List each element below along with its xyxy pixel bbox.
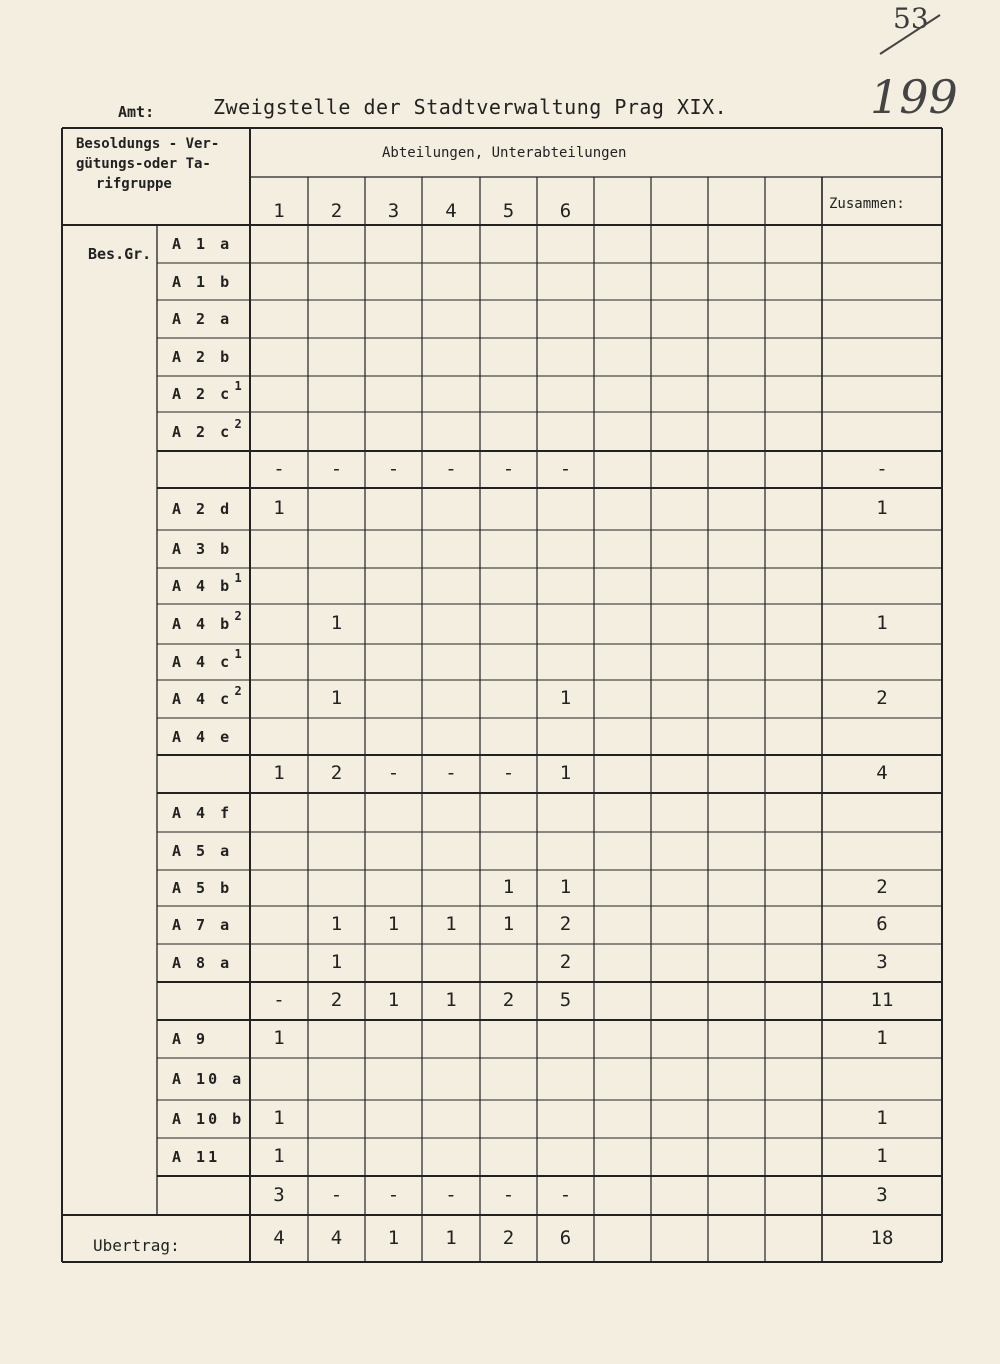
cell-r6-c1: - bbox=[273, 457, 285, 480]
footer-cell-1: 4 bbox=[273, 1227, 285, 1249]
row-total-7: 1 bbox=[876, 497, 888, 519]
cell-r25-c6: - bbox=[559, 1183, 572, 1206]
footer-cell-4: 1 bbox=[445, 1227, 457, 1249]
cell-r19-c6: 2 bbox=[559, 951, 572, 973]
cell-r6-c6: - bbox=[559, 457, 572, 480]
cell-r18-c5: 1 bbox=[502, 913, 515, 935]
row-total-19: 3 bbox=[876, 951, 888, 973]
cell-r6-c3: - bbox=[387, 457, 400, 480]
row-total-14: 4 bbox=[876, 762, 888, 784]
row-total-6: - bbox=[876, 457, 888, 480]
page-number-handwritten: 199 bbox=[870, 70, 958, 124]
footer-cell-5: 2 bbox=[502, 1227, 515, 1249]
cell-r20-c6: 5 bbox=[559, 989, 572, 1011]
cell-r6-c4: - bbox=[445, 457, 457, 480]
header-total-label: Zusammen: bbox=[829, 196, 905, 212]
cell-r7-c1: 1 bbox=[273, 497, 285, 519]
footer-cell-3: 1 bbox=[387, 1227, 400, 1249]
cell-r14-c2: 2 bbox=[330, 762, 343, 784]
row-label-13: A 4 e bbox=[172, 727, 233, 746]
column-number-1: 1 bbox=[273, 200, 285, 222]
cell-r6-c2: - bbox=[330, 457, 343, 480]
office-label: Amt: bbox=[118, 103, 155, 121]
cell-r17-c5: 1 bbox=[502, 876, 515, 898]
row-label-12: A 4 c bbox=[172, 690, 233, 708]
cell-r21-c1: 1 bbox=[273, 1027, 285, 1049]
row-label-2: A 2 a bbox=[172, 310, 233, 328]
footer-label: Ubertrag: bbox=[93, 1236, 180, 1255]
cell-r20-c4: 1 bbox=[445, 989, 457, 1011]
row-total-17: 2 bbox=[876, 876, 888, 898]
cell-r14-c5: - bbox=[502, 762, 515, 784]
row-label-17: A 5 b bbox=[172, 879, 233, 897]
column-number-3: 3 bbox=[387, 200, 400, 222]
row-label-sup-9: 1 bbox=[234, 571, 242, 585]
row-label-3: A 2 b bbox=[172, 348, 233, 366]
cell-r18-c4: 1 bbox=[445, 913, 457, 935]
cell-r14-c1: 1 bbox=[273, 762, 285, 784]
group-prefix: Bes.Gr. bbox=[88, 245, 152, 263]
header-departments-title: Abteilungen, Unterabteilungen bbox=[382, 145, 627, 161]
row-label-sup-12: 2 bbox=[234, 684, 242, 698]
cell-r14-c4: - bbox=[445, 762, 457, 784]
cell-r25-c3: - bbox=[387, 1183, 400, 1206]
cell-r20-c3: 1 bbox=[387, 989, 400, 1011]
cell-r14-c6: 1 bbox=[559, 762, 572, 784]
cell-r25-c4: - bbox=[445, 1183, 457, 1206]
footer-total: 18 bbox=[870, 1227, 894, 1249]
cell-r12-c6: 1 bbox=[559, 687, 572, 709]
cell-r20-c5: 2 bbox=[502, 989, 515, 1011]
row-total-23: 1 bbox=[876, 1107, 888, 1129]
row-label-10: A 4 b bbox=[172, 615, 233, 633]
row-label-1: A 1 b bbox=[172, 272, 233, 291]
office-value: Zweigstelle der Stadtverwaltung Prag XIX. bbox=[213, 95, 728, 119]
row-total-24: 1 bbox=[876, 1145, 888, 1167]
row-label-11: A 4 c bbox=[172, 653, 233, 671]
cell-r20-c2: 2 bbox=[330, 989, 343, 1011]
footer-cell-2: 4 bbox=[330, 1227, 343, 1249]
row-label-9: A 4 b bbox=[172, 577, 233, 595]
cell-r18-c3: 1 bbox=[387, 913, 400, 935]
footer-cell-6: 6 bbox=[559, 1227, 572, 1249]
row-label-16: A 5 a bbox=[172, 842, 233, 860]
row-label-0: A 1 a bbox=[172, 235, 233, 253]
cell-r25-c2: - bbox=[330, 1183, 343, 1206]
page-number-typed: 53 bbox=[893, 2, 929, 35]
row-label-sup-11: 1 bbox=[234, 647, 242, 661]
row-label-sup-4: 1 bbox=[234, 379, 242, 393]
cell-r18-c6: 2 bbox=[559, 913, 572, 935]
header-group-line-1: Besoldungs - Ver- bbox=[76, 136, 220, 152]
row-label-24: A 11 bbox=[172, 1148, 221, 1166]
row-label-18: A 7 a bbox=[172, 916, 233, 934]
column-number-6: 6 bbox=[559, 200, 572, 222]
cell-r14-c3: - bbox=[387, 762, 400, 784]
cell-r18-c2: 1 bbox=[330, 913, 343, 935]
cell-r25-c5: - bbox=[502, 1183, 515, 1206]
row-total-25: 3 bbox=[876, 1183, 888, 1206]
row-total-10: 1 bbox=[876, 612, 888, 634]
row-label-23: A 10 b bbox=[172, 1110, 245, 1128]
header-group-line-2: gütungs-oder Ta- bbox=[76, 156, 211, 172]
row-label-4: A 2 c bbox=[172, 385, 233, 403]
cell-r25-c1: 3 bbox=[273, 1183, 285, 1206]
row-label-8: A 3 b bbox=[172, 540, 233, 558]
row-label-22: A 10 a bbox=[172, 1070, 245, 1088]
row-label-21: A 9 bbox=[172, 1030, 209, 1048]
column-number-5: 5 bbox=[502, 200, 515, 222]
cell-r6-c5: - bbox=[502, 457, 515, 480]
row-label-19: A 8 a bbox=[172, 954, 233, 972]
row-total-20: 11 bbox=[870, 989, 894, 1011]
row-total-12: 2 bbox=[876, 687, 888, 709]
cell-r10-c2: 1 bbox=[330, 612, 343, 634]
row-label-sup-5: 2 bbox=[234, 416, 242, 431]
row-total-18: 6 bbox=[876, 913, 888, 935]
column-number-2: 2 bbox=[330, 200, 343, 222]
row-label-sup-10: 2 bbox=[234, 609, 242, 623]
row-label-7: A 2 d bbox=[172, 500, 233, 518]
cell-r24-c1: 1 bbox=[273, 1145, 285, 1167]
row-total-21: 1 bbox=[876, 1027, 888, 1049]
column-number-4: 4 bbox=[445, 200, 457, 222]
cell-r20-c1: - bbox=[273, 989, 285, 1011]
row-label-5: A 2 c bbox=[172, 422, 233, 441]
row-label-15: A 4 f bbox=[172, 803, 233, 822]
cell-r19-c2: 1 bbox=[330, 951, 343, 973]
cell-r17-c6: 1 bbox=[559, 876, 572, 898]
cell-r23-c1: 1 bbox=[273, 1107, 285, 1129]
cell-r12-c2: 1 bbox=[330, 687, 343, 709]
header-group-line-3: rifgruppe bbox=[96, 176, 172, 192]
